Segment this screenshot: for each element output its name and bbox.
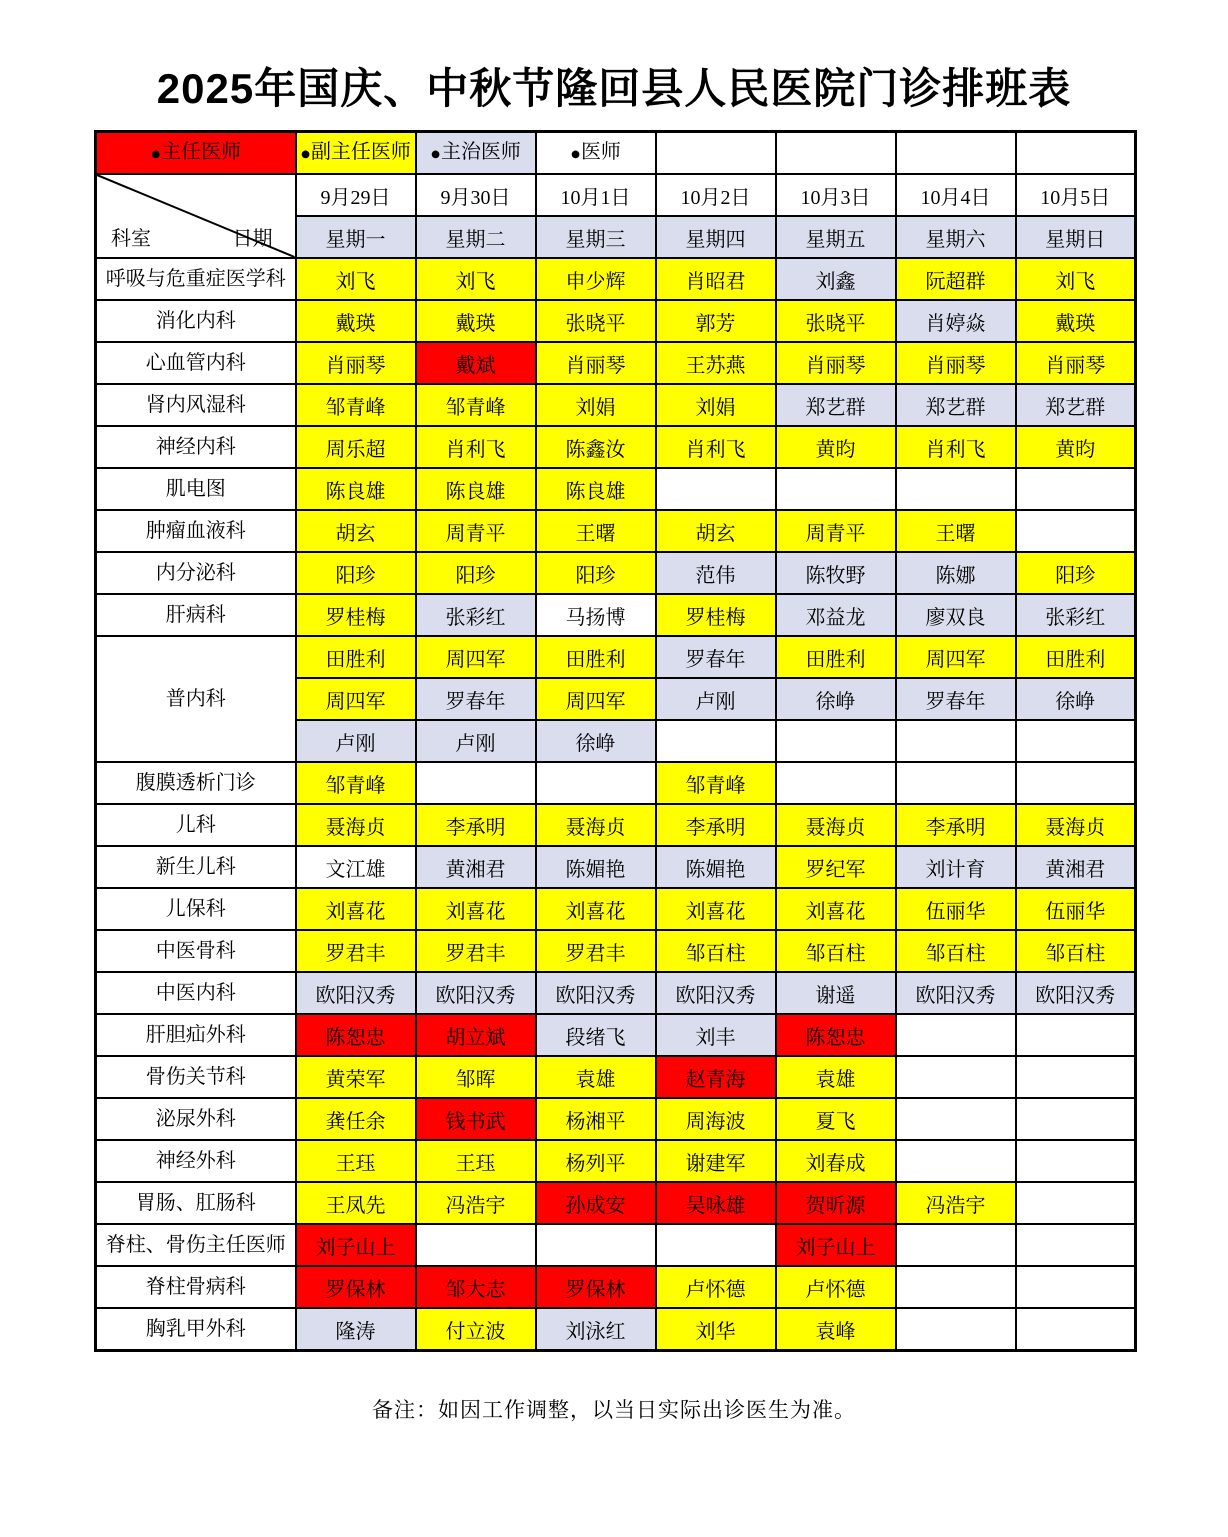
department-label: 儿保科 [96,888,296,930]
department-label: 消化内科 [96,300,296,342]
legend-item-label: 主治医师 [440,141,521,164]
doctor-cell: 阳珍 [416,552,536,594]
doctor-cell: 刘丰 [656,1014,776,1056]
department-label: 呼吸与危重症医学科 [96,258,296,300]
doctor-cell: 阮超群 [896,258,1016,300]
empty-cell [1016,1182,1136,1224]
weekday-header-2: 星期二 [416,216,536,258]
doctor-cell: 肖婷焱 [896,300,1016,342]
doctor-cell: 卢怀德 [776,1266,896,1308]
doctor-cell: 欧阳汉秀 [896,972,1016,1014]
doctor-cell: 阳珍 [1016,552,1136,594]
doctor-cell: 罗春年 [656,636,776,678]
legend-bullet-icon: ● [570,143,581,164]
date-header-1: 9月29日 [296,174,416,216]
empty-cell [896,720,1016,762]
empty-cell [416,762,536,804]
empty-cell [1016,1266,1136,1308]
date-header-6: 10月4日 [896,174,1016,216]
empty-cell [536,762,656,804]
legend-empty-cell [1016,132,1136,175]
doctor-cell: 肖丽琴 [1016,342,1136,384]
doctor-cell: 邹百柱 [1016,930,1136,972]
doctor-cell: 袁雄 [776,1056,896,1098]
empty-cell [896,1098,1016,1140]
legend-row [96,132,1136,175]
doctor-cell: 陈良雄 [296,468,416,510]
table-row [96,510,1136,552]
legend-bullet-icon: ● [150,143,162,164]
empty-cell [1016,1224,1136,1266]
doctor-cell: 龚任余 [296,1098,416,1140]
doctor-cell: 邹大志 [416,1266,536,1308]
table-row [96,1056,1136,1098]
doctor-cell: 冯浩宇 [416,1182,536,1224]
doctor-cell: 夏飞 [776,1098,896,1140]
footer-note: 备注：如因工作调整，以当日实际出诊医生为准。 [372,1398,856,1422]
table-row [96,1098,1136,1140]
empty-cell [1016,1098,1136,1140]
doctor-cell: 王凤先 [296,1182,416,1224]
doctor-cell: 王苏燕 [656,342,776,384]
doctor-cell: 罗纪军 [776,846,896,888]
doctor-cell: 吴咏雄 [656,1182,776,1224]
doctor-cell: 罗保林 [536,1266,656,1308]
doctor-cell: 邹青峰 [296,762,416,804]
doctor-cell: 隆涛 [296,1308,416,1351]
doctor-cell: 刘娟 [536,384,656,426]
doctor-cell: 郑艺群 [1016,384,1136,426]
doctor-cell: 杨列平 [536,1140,656,1182]
doctor-cell: 陈良雄 [536,468,656,510]
doctor-cell: 徐峥 [536,720,656,762]
doctor-cell: 邹百柱 [896,930,1016,972]
date-header-5: 10月3日 [776,174,896,216]
empty-cell [656,720,776,762]
doctor-cell: 周四军 [416,636,536,678]
table-row [96,1266,1136,1308]
doctor-cell: 黄昀 [1016,426,1136,468]
doctor-cell: 郭芳 [656,300,776,342]
schedule-table-wrap [94,130,1134,1352]
department-label: 普内科 [96,636,296,762]
table-row [96,1224,1136,1266]
schedule-table [94,130,1137,1352]
table-row [96,762,1136,804]
doctor-cell: 赵青海 [656,1056,776,1098]
empty-cell [1016,1056,1136,1098]
doctor-cell: 谢遥 [776,972,896,1014]
doctor-cell: 聂海贞 [776,804,896,846]
empty-cell [656,1224,776,1266]
department-label: 中医骨科 [96,930,296,972]
doctor-cell: 田胜利 [776,636,896,678]
doctor-cell: 罗春年 [896,678,1016,720]
empty-cell [896,1056,1016,1098]
doctor-cell: 肖利飞 [656,426,776,468]
doctor-cell: 钱书武 [416,1098,536,1140]
doctor-cell: 刘飞 [296,258,416,300]
doctor-cell: 张晓平 [776,300,896,342]
doctor-cell: 罗桂梅 [656,594,776,636]
doctor-cell: 罗春年 [416,678,536,720]
table-row [96,426,1136,468]
doctor-cell: 周四军 [536,678,656,720]
doctor-cell: 刘喜花 [656,888,776,930]
empty-cell [1016,1308,1136,1351]
table-row [96,972,1136,1014]
doctor-cell: 伍丽华 [896,888,1016,930]
doctor-cell: 袁峰 [776,1308,896,1351]
table-row [96,888,1136,930]
weekday-header-5: 星期五 [776,216,896,258]
empty-cell [1016,762,1136,804]
doctor-cell: 陈良雄 [416,468,536,510]
doctor-cell: 罗保林 [296,1266,416,1308]
empty-cell [656,468,776,510]
doctor-cell: 阳珍 [296,552,416,594]
table-row [96,468,1136,510]
doctor-cell: 罗君丰 [416,930,536,972]
doctor-cell: 郑艺群 [776,384,896,426]
empty-cell [1016,1140,1136,1182]
doctor-cell: 张晓平 [536,300,656,342]
weekday-header-6: 星期六 [896,216,1016,258]
empty-cell [896,1014,1016,1056]
legend-empty-cell [776,132,896,175]
legend-bullet-icon: ● [430,143,441,164]
legend-item-3 [416,132,536,175]
doctor-cell: 孙成安 [536,1182,656,1224]
doctor-cell: 陈鑫汝 [536,426,656,468]
table-row [96,342,1136,384]
corner-row-label: 科室 [111,228,151,250]
doctor-cell: 王曙 [896,510,1016,552]
table-row [96,636,1136,678]
doctor-cell: 卢刚 [416,720,536,762]
doctor-cell: 周乐超 [296,426,416,468]
doctor-cell: 文江雄 [296,846,416,888]
doctor-cell: 杨湘平 [536,1098,656,1140]
table-row [96,552,1136,594]
department-label: 腹膜透析门诊 [96,762,296,804]
doctor-cell: 聂海贞 [536,804,656,846]
doctor-cell: 刘飞 [416,258,536,300]
empty-cell [896,1224,1016,1266]
department-label: 中医内科 [96,972,296,1014]
empty-cell [896,1140,1016,1182]
doctor-cell: 聂海贞 [1016,804,1136,846]
doctor-cell: 刘鑫 [776,258,896,300]
doctor-cell: 聂海贞 [296,804,416,846]
table-row [96,1182,1136,1224]
department-label: 神经外科 [96,1140,296,1182]
doctor-cell: 戴斌 [416,342,536,384]
doctor-cell: 欧阳汉秀 [416,972,536,1014]
empty-cell [1016,468,1136,510]
doctor-cell: 阳珍 [536,552,656,594]
doctor-cell: 戴瑛 [296,300,416,342]
department-label: 脊柱、骨伤主任医师 [96,1224,296,1266]
doctor-cell: 田胜利 [1016,636,1136,678]
doctor-cell: 刘子山上 [776,1224,896,1266]
doctor-cell: 田胜利 [536,636,656,678]
weekday-header-4: 星期四 [656,216,776,258]
date-header-4: 10月2日 [656,174,776,216]
doctor-cell: 刘喜花 [776,888,896,930]
department-label: 心血管内科 [96,342,296,384]
doctor-cell: 肖丽琴 [296,342,416,384]
empty-cell [776,720,896,762]
doctor-cell: 徐峥 [776,678,896,720]
doctor-cell: 黄荣军 [296,1056,416,1098]
corner-header-cell [96,174,296,258]
doctor-cell: 陈恕忠 [776,1014,896,1056]
doctor-cell: 胡玄 [656,510,776,552]
legend-empty-cell [656,132,776,175]
table-row [96,384,1136,426]
doctor-cell: 戴瑛 [1016,300,1136,342]
doctor-cell: 陈牧野 [776,552,896,594]
date-header-7: 10月5日 [1016,174,1136,216]
department-label: 肝病科 [96,594,296,636]
department-label: 肿瘤血液科 [96,510,296,552]
department-label: 胃肠、肛肠科 [96,1182,296,1224]
doctor-cell: 肖昭君 [656,258,776,300]
doctor-cell: 刘泳红 [536,1308,656,1351]
date-header-row [96,174,1136,216]
legend-item-2 [296,132,416,175]
doctor-cell: 欧阳汉秀 [536,972,656,1014]
department-label: 胸乳甲外科 [96,1308,296,1351]
department-label: 泌尿外科 [96,1098,296,1140]
doctor-cell: 周青平 [416,510,536,552]
doctor-cell: 罗君丰 [296,930,416,972]
empty-cell [536,1224,656,1266]
doctor-cell: 邹百柱 [656,930,776,972]
weekday-header-7: 星期日 [1016,216,1136,258]
doctor-cell: 刘喜花 [296,888,416,930]
legend-item-label: 医师 [580,141,621,164]
doctor-cell: 卢刚 [296,720,416,762]
empty-cell [896,1308,1016,1351]
doctor-cell: 肖丽琴 [536,342,656,384]
weekday-header-1: 星期一 [296,216,416,258]
doctor-cell: 胡玄 [296,510,416,552]
doctor-cell: 肖利飞 [896,426,1016,468]
legend-empty-cell [896,132,1016,175]
doctor-cell: 冯浩宇 [896,1182,1016,1224]
department-label: 肾内风湿科 [96,384,296,426]
doctor-cell: 刘喜花 [416,888,536,930]
doctor-cell: 邹青峰 [296,384,416,426]
table-row [96,1014,1136,1056]
doctor-cell: 谢建军 [656,1140,776,1182]
empty-cell [776,468,896,510]
legend-item-1 [96,132,296,175]
legend-item-label: 副主任医师 [310,141,411,164]
doctor-cell: 马扬博 [536,594,656,636]
empty-cell [896,1266,1016,1308]
doctor-cell: 黄湘君 [1016,846,1136,888]
empty-cell [1016,720,1136,762]
doctor-cell: 欧阳汉秀 [296,972,416,1014]
empty-cell [896,762,1016,804]
doctor-cell: 肖丽琴 [776,342,896,384]
doctor-cell: 范伟 [656,552,776,594]
legend-item-label: 主任医师 [161,141,242,164]
doctor-cell: 陈娜 [896,552,1016,594]
doctor-cell: 伍丽华 [1016,888,1136,930]
doctor-cell: 申少辉 [536,258,656,300]
department-label: 骨伤关节科 [96,1056,296,1098]
department-label: 肌电图 [96,468,296,510]
empty-cell [776,762,896,804]
doctor-cell: 郑艺群 [896,384,1016,426]
doctor-cell: 刘子山上 [296,1224,416,1266]
doctor-cell: 王曙 [536,510,656,552]
table-row [96,930,1136,972]
doctor-cell: 田胜利 [296,636,416,678]
doctor-cell: 黄昀 [776,426,896,468]
doctor-cell: 刘计育 [896,846,1016,888]
weekday-header-3: 星期三 [536,216,656,258]
doctor-cell: 刘华 [656,1308,776,1351]
doctor-cell: 罗桂梅 [296,594,416,636]
table-row [96,804,1136,846]
doctor-cell: 刘春成 [776,1140,896,1182]
empty-cell [896,468,1016,510]
table-row [96,1308,1136,1351]
empty-cell [1016,1014,1136,1056]
table-row [96,300,1136,342]
doctor-cell: 邹百柱 [776,930,896,972]
legend-item-4 [536,132,656,175]
date-header-3: 10月1日 [536,174,656,216]
doctor-cell: 周四军 [896,636,1016,678]
doctor-cell: 肖丽琴 [896,342,1016,384]
doctor-cell: 张彩红 [1016,594,1136,636]
doctor-cell: 王珏 [296,1140,416,1182]
legend-bullet-icon: ● [300,143,311,164]
doctor-cell: 李承明 [416,804,536,846]
date-header-2: 9月30日 [416,174,536,216]
doctor-cell: 付立波 [416,1308,536,1351]
doctor-cell: 陈恕忠 [296,1014,416,1056]
page-title: 2025年国庆、中秋节隆回县人民医院门诊排班表 [156,65,1072,112]
doctor-cell: 徐峥 [1016,678,1136,720]
doctor-cell: 胡立斌 [416,1014,536,1056]
doctor-cell: 欧阳汉秀 [1016,972,1136,1014]
doctor-cell: 卢刚 [656,678,776,720]
doctor-cell: 邹青峰 [416,384,536,426]
doctor-cell: 黄湘君 [416,846,536,888]
doctor-cell: 周四军 [296,678,416,720]
doctor-cell: 陈媚艳 [536,846,656,888]
doctor-cell: 段绪飞 [536,1014,656,1056]
empty-cell [1016,510,1136,552]
doctor-cell: 刘娟 [656,384,776,426]
doctor-cell: 周海波 [656,1098,776,1140]
department-label: 脊柱骨病科 [96,1266,296,1308]
department-label: 神经内科 [96,426,296,468]
doctor-cell: 戴瑛 [416,300,536,342]
doctor-cell: 周青平 [776,510,896,552]
doctor-cell: 刘喜花 [536,888,656,930]
table-row [96,846,1136,888]
corner-col-label: 日期 [232,228,273,250]
doctor-cell: 邹晖 [416,1056,536,1098]
doctor-cell: 欧阳汉秀 [656,972,776,1014]
doctor-cell: 刘飞 [1016,258,1136,300]
doctor-cell: 王珏 [416,1140,536,1182]
doctor-cell: 贺昕源 [776,1182,896,1224]
doctor-cell: 张彩红 [416,594,536,636]
doctor-cell: 邹青峰 [656,762,776,804]
department-label: 儿科 [96,804,296,846]
table-row [96,1140,1136,1182]
department-label: 内分泌科 [96,552,296,594]
doctor-cell: 肖利飞 [416,426,536,468]
doctor-cell: 邓益龙 [776,594,896,636]
doctor-cell: 袁雄 [536,1056,656,1098]
empty-cell [416,1224,536,1266]
table-row [96,258,1136,300]
table-row [96,594,1136,636]
doctor-cell: 罗君丰 [536,930,656,972]
doctor-cell: 李承明 [896,804,1016,846]
doctor-cell: 李承明 [656,804,776,846]
doctor-cell: 廖双良 [896,594,1016,636]
department-label: 新生儿科 [96,846,296,888]
doctor-cell: 陈媚艳 [656,846,776,888]
department-label: 肝胆疝外科 [96,1014,296,1056]
doctor-cell: 卢怀德 [656,1266,776,1308]
